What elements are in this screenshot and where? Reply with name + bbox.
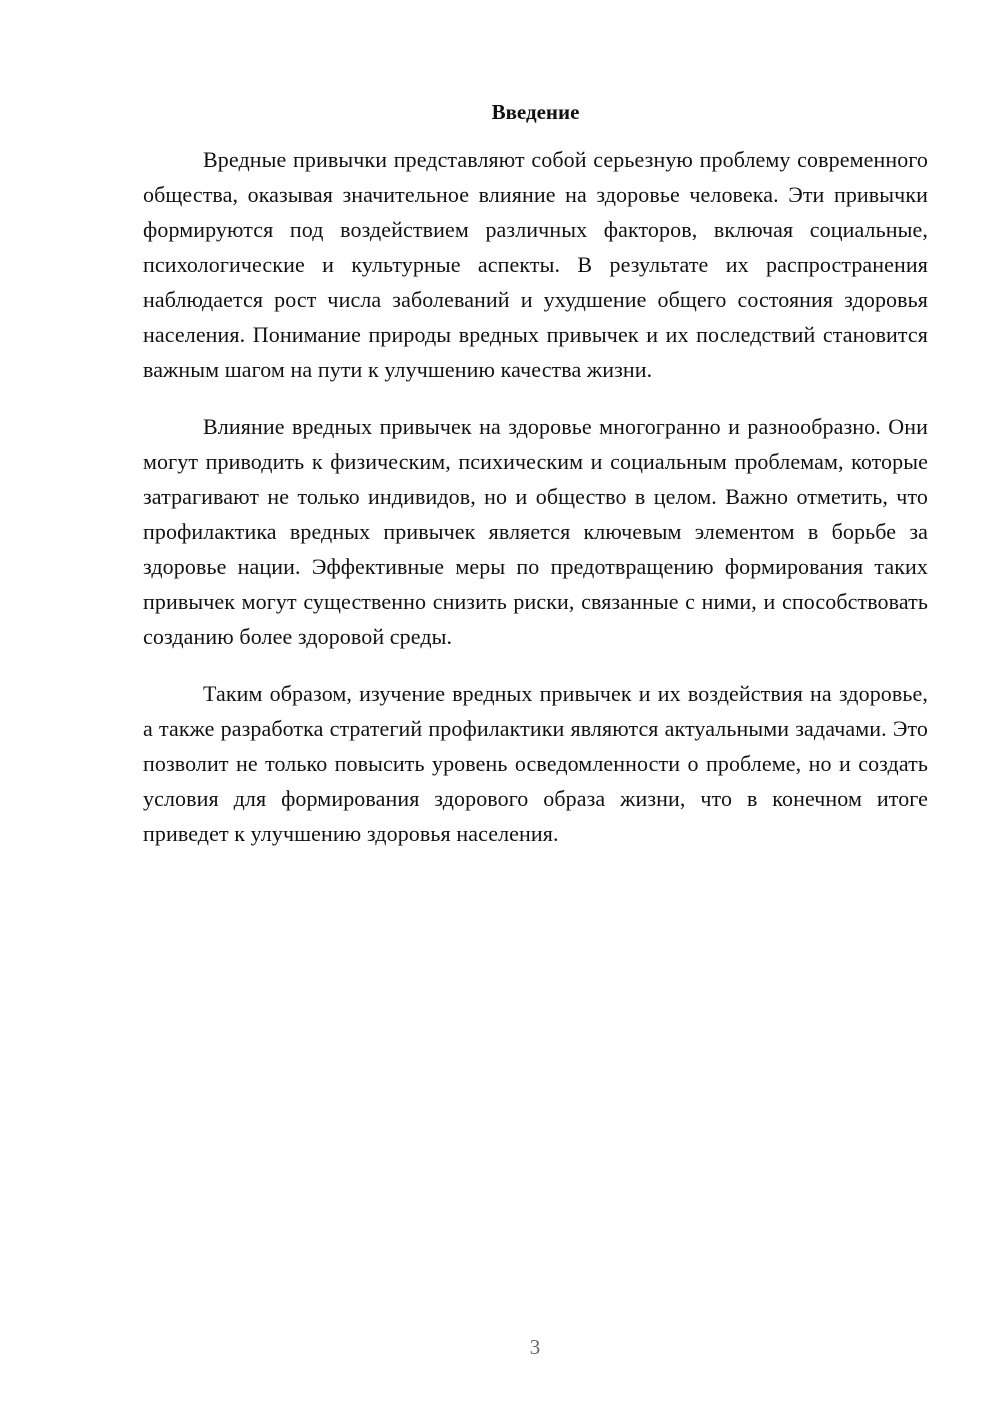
paragraph-3: Таким образом, изучение вредных привычек и их воздействия на здоровье, а также разработка стратегий профилактики являются актуальными задачами. Это позволит не только повысить уровень осведомленности о проблеме, но и создать условия для формирования здорового образа жизни, что в конечном итоге приведет к улучшению здоровья населения. (143, 681, 928, 846)
body-text (143, 142, 928, 873)
page-number: 3 (529, 1335, 541, 1359)
paragraph-2: Влияние вредных привычек на здоровье многогранно и разнообразно. Они могут приводить к физическим, психическим и социальным проблемам, которые затрагивают не только индивидов, но и общество в целом. Важно отметить, что профилактика вредных привычек является ключевым элементом в борьбе за здоровье нации. Эффективные меры по предотвращению формирования таких привычек могут существенно снизить риски, связанные с ними, и способствовать созданию более здоровой среды. (143, 414, 928, 649)
paragraph-1: Вредные привычки представляют собой серьезную проблему современного общества, оказывая значительное влияние на здоровье человека. Эти привычки формируются под воздействием различных факторов, включая социальные, психологические и культурные аспекты. В результате их распространения наблюдается рост числа заболеваний и ухудшение общего состояния здоровья населения. Понимание природы вредных привычек и их последствий становится важным шагом на пути к улучшению качества жизни. (143, 147, 928, 382)
section-title: Введение (491, 100, 580, 124)
